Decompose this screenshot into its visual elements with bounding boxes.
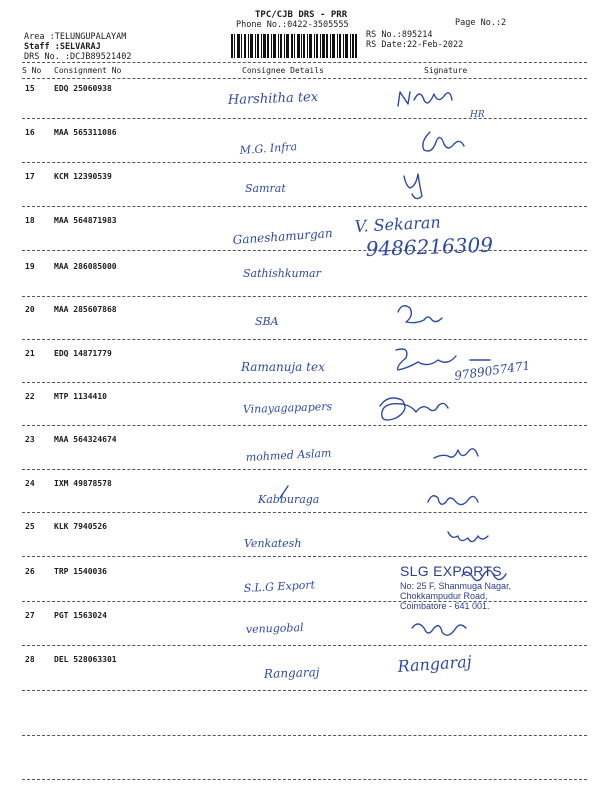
consignee-name: Kabburaga (258, 493, 320, 506)
signature-mark (434, 449, 478, 458)
drs-number: DRS No. :DCJB89521402 (24, 52, 132, 62)
row-consignment: DEL 528063301 (54, 655, 117, 664)
consignee-name: venugobal (245, 620, 304, 636)
sheet-title: TPC/CJB DRS - PRR (255, 10, 348, 20)
receiver-phone: 9789057471 (453, 358, 532, 383)
row-consignment: IXM 49878578 (54, 479, 112, 488)
row-sn: 19 (25, 262, 35, 271)
consignee-name: Vinayagapapers (242, 399, 333, 416)
signature-mark (398, 92, 452, 106)
rs-date: RS Date:22-Feb-2022 (366, 40, 464, 50)
signature-initials: HR (470, 110, 485, 120)
column-header-signature: Signature (424, 66, 468, 75)
consignee-name: S.L.G Export (243, 578, 316, 595)
column-header-sn: S No (22, 66, 42, 75)
stamp-address-line: Coimbatore - 641 001. (400, 601, 490, 611)
row-consignment: MTP 1134410 (54, 392, 107, 401)
row-sn: 22 (25, 392, 35, 401)
row-consignment: PGT 1563024 (54, 611, 107, 620)
row-consignment: EDQ 14871779 (54, 349, 112, 358)
row-sn: 15 (25, 84, 35, 93)
signature: Rangaraj (396, 651, 473, 676)
consignee-name: Harshitha tex (227, 89, 319, 108)
signature-mark (404, 174, 422, 199)
stamp-address-line: Chokkampudur Road, (400, 591, 488, 601)
stamp-address-line: No: 25 F, Shanmuga Nagar, (400, 581, 512, 591)
consignee-name: M.G. Infra (239, 140, 298, 157)
row-sn: 25 (25, 522, 35, 531)
consignee-name: SBA (255, 315, 279, 328)
column-header-consignment: Consignment No (54, 66, 122, 75)
rs-number: RS No.:895214 (366, 30, 433, 40)
row-consignment: EDQ 25060938 (54, 84, 112, 93)
row-consignment: MAA 564324674 (54, 435, 117, 444)
row-sn: 23 (25, 435, 35, 444)
receiver-phone: 9486216309 (365, 232, 494, 261)
row-sn: 16 (25, 128, 35, 137)
consignee-name: Samrat (245, 182, 286, 195)
consignee-name: Sathishkumar (243, 267, 321, 280)
row-consignment: MAA 564871983 (54, 216, 117, 225)
company-stamp (400, 563, 511, 611)
row-consignment: KCM 12390539 (54, 172, 112, 181)
row-consignment: KLK 7940526 (54, 522, 107, 531)
consignee-name: mohmed Aslam (245, 446, 332, 464)
signature-mark (423, 132, 464, 151)
signature-mark (448, 532, 488, 542)
row-sn: 21 (25, 349, 35, 358)
row-sn: 28 (25, 655, 35, 664)
receiver-name: V. Sekaran (354, 212, 442, 236)
stamp-name: SLG EXPORTS (400, 563, 502, 579)
signature-mark (412, 624, 466, 635)
row-consignment: MAA 285607868 (54, 305, 117, 314)
row-consignment: MAA 286085000 (54, 262, 117, 271)
consignee-name: Ganeshamurgan (232, 226, 333, 247)
consignee-name: Venkatesh (244, 537, 302, 550)
staff-field: Staff :SELVARAJ (24, 42, 101, 52)
row-sn: 20 (25, 305, 35, 314)
signature-mark (398, 306, 442, 323)
area-field: Area :TELUNGUPALAYAM (24, 32, 127, 42)
row-sn: 18 (25, 216, 35, 225)
signature-mark (428, 496, 478, 505)
column-header-details: Consignee Details (242, 66, 324, 75)
row-sn: 27 (25, 611, 35, 620)
signature-mark (380, 398, 448, 420)
row-sn: 17 (25, 172, 35, 181)
consignee-name: Rangaraj (263, 665, 320, 681)
page-number: Page No.:2 (455, 18, 507, 28)
consignee-name: Ramanuja tex (241, 360, 325, 374)
phone-number: Phone No.:0422-3505555 (236, 20, 349, 30)
row-consignment: MAA 565311086 (54, 128, 117, 137)
row-sn: 24 (25, 479, 35, 488)
row-sn: 26 (25, 567, 35, 576)
row-consignment: TRP 1540036 (54, 567, 107, 576)
